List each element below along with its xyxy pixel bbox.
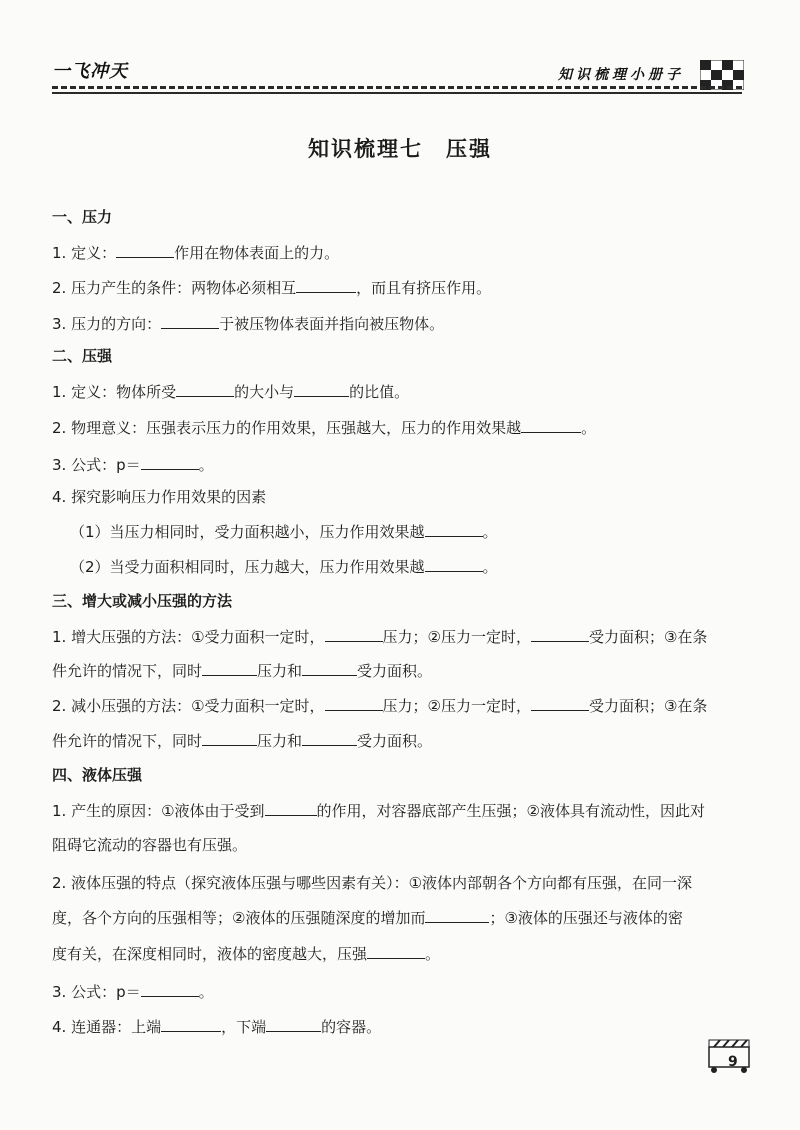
text: 受力面积；③在条 — [588, 697, 708, 715]
text: ；③液体的压强还与液体的密 — [489, 909, 683, 927]
series-brand: 一飞冲天 — [52, 61, 128, 82]
answer-blank — [176, 381, 234, 397]
answer-blank — [116, 242, 174, 258]
text: 1. 定义：物体所受 — [52, 383, 177, 401]
text: 作用在物体表面上的力。 — [174, 244, 340, 262]
text: 2. 压力产生的条件：两物体必须相互 — [52, 279, 297, 297]
page-header — [0, 0, 800, 100]
text: 1. 产生的原因：①液体由于受到 — [52, 802, 265, 820]
section-heading-pressure: 二、压强 — [52, 347, 113, 365]
text: ，而且有挤压作用。 — [356, 279, 492, 297]
item-characteristics-end — [52, 943, 440, 964]
answer-blank — [531, 695, 589, 711]
answer-blank — [521, 417, 581, 433]
item-increase-pressure-cont — [52, 660, 432, 681]
item-decrease-pressure-cont — [52, 730, 432, 751]
header-solid-rule — [52, 92, 742, 94]
item-formula — [52, 454, 214, 475]
text: 度，各个方向的压强相等；②液体的压强随深度的增加而 — [52, 909, 426, 927]
text: 受力面积；③在条 — [588, 628, 708, 646]
text: 。 — [425, 945, 441, 963]
answer-blank — [202, 730, 257, 746]
text: 3. 压力的方向： — [52, 315, 162, 333]
text: 度有关，在深度相同时，液体的密度越大，压强 — [52, 945, 368, 963]
text: 压力；②压力一定时， — [382, 697, 531, 715]
text: 2. 物理意义：压强表示压力的作用效果，压强越大，压力的作用效果越 — [52, 419, 522, 437]
text: 的容器。 — [321, 1018, 382, 1036]
text: 受力面积。 — [357, 662, 433, 680]
text: 3. 公式：p＝ — [52, 456, 141, 474]
page-title: 知识梳理七 压强 — [308, 136, 492, 161]
text: 的比值。 — [349, 383, 410, 401]
item-condition — [52, 277, 491, 298]
answer-blank — [425, 907, 489, 923]
answer-blank — [425, 521, 483, 537]
text: 。 — [198, 983, 214, 1001]
text: （2）当受力面积相同时，压力越大，压力作用效果越 — [70, 558, 425, 576]
text: 。 — [482, 558, 498, 576]
section-heading-pressure-force: 一、压力 — [52, 208, 113, 226]
section-heading-liquid-pressure: 四、液体压强 — [52, 766, 143, 784]
text: 3. 公式：p＝ — [52, 983, 141, 1001]
text: （1）当压力相同时，受力面积越小，压力作用效果越 — [70, 523, 425, 541]
text: 1. 定义： — [52, 244, 117, 262]
item-cause-cont: 阻碍它流动的容器也有压强。 — [52, 836, 248, 854]
text: 1. 增大压强的方法：①受力面积一定时， — [52, 628, 325, 646]
text: 压力和 — [257, 732, 303, 750]
item-decrease-pressure — [52, 695, 707, 716]
item-physical-meaning — [52, 417, 596, 438]
answer-blank — [325, 626, 383, 642]
answer-blank — [161, 1016, 221, 1032]
text: 。 — [581, 419, 597, 437]
answer-blank — [266, 1016, 321, 1032]
item-definition — [52, 242, 339, 263]
subitem-same-force — [70, 521, 498, 542]
answer-blank — [325, 695, 383, 711]
answer-blank — [367, 943, 425, 959]
text: 的大小与 — [234, 383, 295, 401]
page-number: 9 — [728, 1054, 738, 1070]
answer-blank — [202, 660, 257, 676]
answer-blank — [141, 981, 199, 997]
text: 4. 连通器：上端 — [52, 1018, 162, 1036]
booklet-title: 知识梳理小册子 — [558, 67, 684, 83]
item-characteristics: 2. 液体压强的特点（探究液体压强与哪些因素有关）：①液体内部朝各个方向都有压强，在同一深 — [52, 874, 693, 892]
answer-blank — [531, 626, 589, 642]
subitem-same-area — [70, 556, 498, 577]
item-liquid-formula — [52, 981, 214, 1002]
item-direction — [52, 313, 444, 334]
item-increase-pressure — [52, 626, 707, 647]
answer-blank — [302, 730, 357, 746]
answer-blank — [296, 277, 356, 293]
text: 。 — [482, 523, 498, 541]
answer-blank — [294, 381, 349, 397]
text: 的作用，对容器底部产生压强；②液体具有流动性，因此对 — [316, 802, 705, 820]
answer-blank — [141, 454, 199, 470]
section-heading-methods: 三、增大或减小压强的方法 — [52, 592, 233, 610]
text: 。 — [198, 456, 214, 474]
item-connected-vessel — [52, 1016, 381, 1037]
item-pressure-definition — [52, 381, 409, 402]
text: 件允许的情况下，同时 — [52, 732, 203, 750]
text: 件允许的情况下，同时 — [52, 662, 203, 680]
answer-blank — [265, 800, 317, 816]
text: 于被压物体表面并指向被压物体。 — [219, 315, 445, 333]
answer-blank — [302, 660, 357, 676]
answer-blank — [425, 556, 483, 572]
text: 压力和 — [257, 662, 303, 680]
answer-blank — [161, 313, 219, 329]
text: 受力面积。 — [357, 732, 433, 750]
text: 2. 减小压强的方法：①受力面积一定时， — [52, 697, 325, 715]
item-cause — [52, 800, 705, 821]
text: ，下端 — [221, 1018, 267, 1036]
text: 压力；②压力一定时， — [382, 628, 531, 646]
item-characteristics-cont — [52, 907, 683, 928]
header-dashed-rule — [52, 86, 742, 89]
item-explore-factors: 4. 探究影响压力作用效果的因素 — [52, 488, 267, 506]
